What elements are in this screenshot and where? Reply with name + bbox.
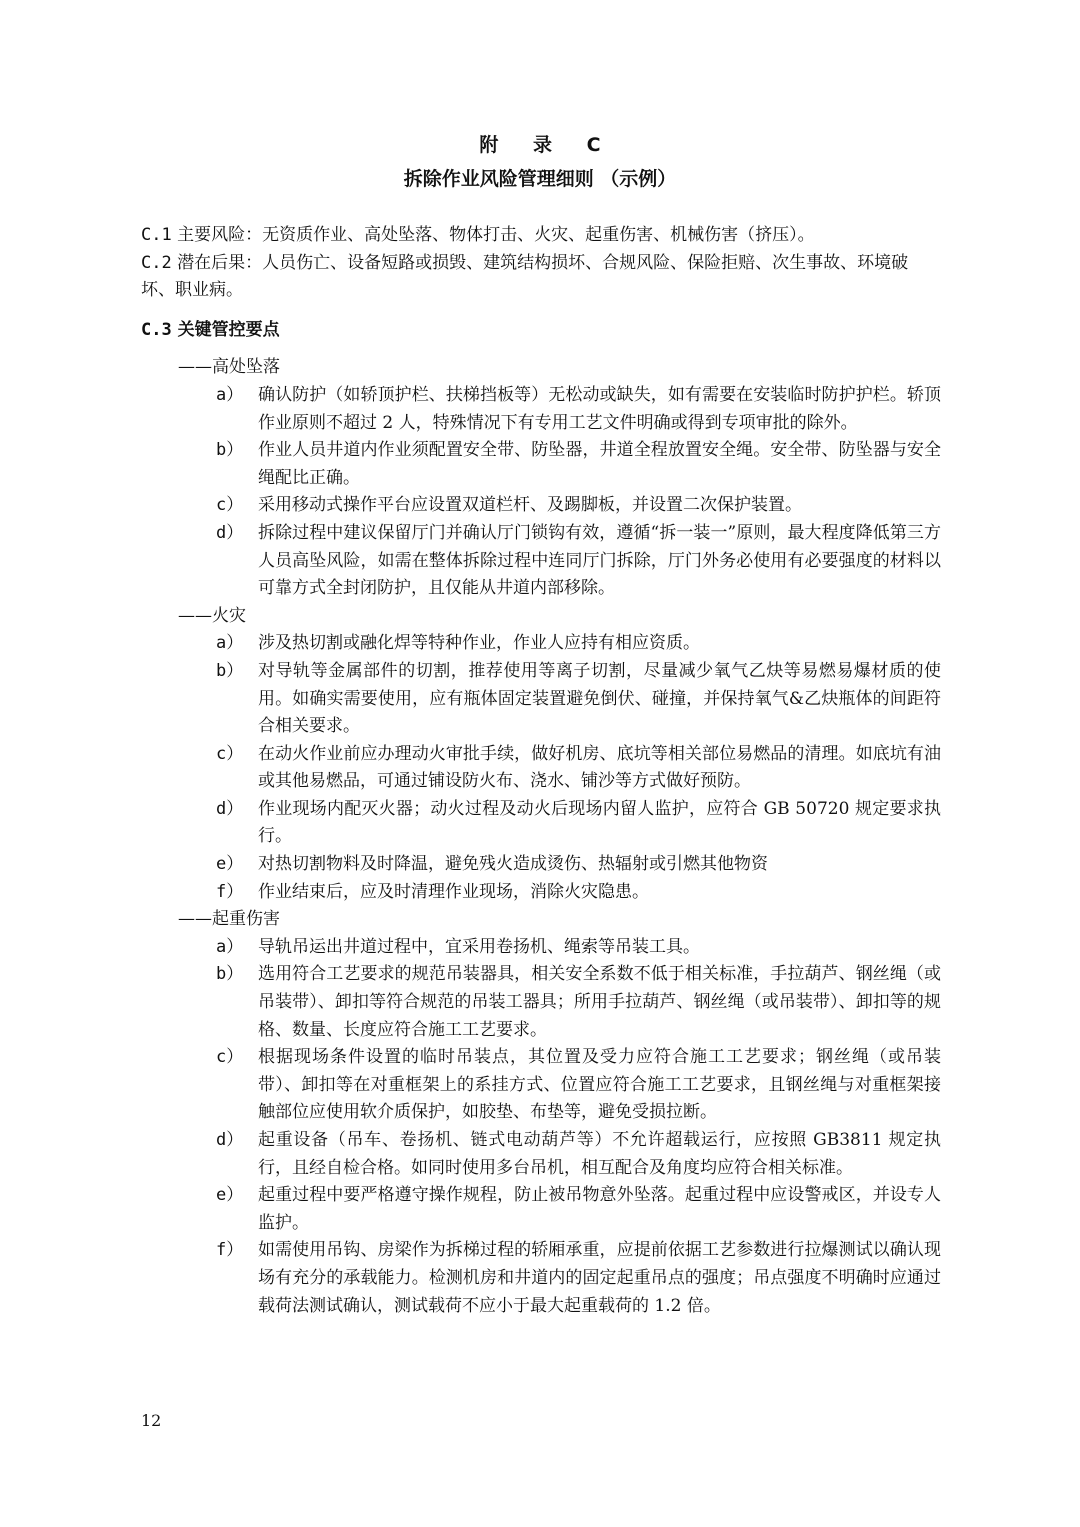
list-item (216, 382, 941, 437)
clause-c3-heading (141, 317, 941, 345)
list-item (216, 520, 941, 603)
item-label: e） (216, 854, 244, 875)
clause-text: 主要风险：无资质作业、高处坠落、物体打击、火灾、起重伤害、机械伤害（挤压）。 (177, 225, 815, 245)
clause-c2 (141, 250, 941, 305)
item-label: a） (216, 633, 244, 654)
list-item (216, 741, 941, 796)
section-title: ——高处坠落 (178, 357, 280, 378)
section-fall-from-height (141, 354, 941, 602)
item-label: b） (216, 440, 244, 461)
item-text: 起重设备（吊车、卷扬机、链式电动葫芦等）不允许超载运行，应按照 GB3811 规定执行，且经自检合格。如同时使用多台吊机，相互配合及角度均应符合相关标准。 (258, 1130, 941, 1178)
item-label: a） (216, 936, 244, 957)
section-fire (141, 603, 941, 907)
item-label: b） (216, 964, 244, 985)
clause-number: C.1 (141, 225, 172, 245)
item-label: d） (216, 798, 244, 819)
item-label: d） (216, 522, 244, 543)
item-label: e） (216, 1185, 244, 1206)
list-item (216, 492, 941, 520)
clause-text: 潜在后果：人员伤亡、设备短路或损毁、建筑结构损坏、合规风险、保险拒赔、次生事故、环境破坏、职业病。 (141, 252, 909, 301)
list-item (216, 630, 941, 658)
list-item (216, 1237, 941, 1320)
item-text: 起重过程中要严格遵守操作规程，防止被吊物意外坠落。起重过程中应设警戒区，并设专人监护。 (258, 1185, 941, 1233)
item-text: 在动火作业前应办理动火审批手续，做好机房、底坑等相关部位易燃品的清理。如底坑有油或其他易燃品，可通过铺设防火布、浇水、铺沙等方式做好预防。 (258, 743, 941, 792)
item-label: c） (216, 495, 244, 516)
item-text: 作业结束后，应及时清理作业现场，消除火灾隐患。 (258, 881, 649, 902)
list-item (216, 934, 941, 962)
clause-text: 关键管控要点 (177, 319, 280, 340)
title-block (0, 128, 1080, 194)
list-item (216, 658, 941, 741)
page-number: 12 (141, 1411, 162, 1430)
item-label: c） (216, 743, 244, 764)
list-item (216, 1182, 941, 1237)
clause-number: C.2 (141, 252, 172, 273)
section-title: ——起重伤害 (178, 909, 280, 930)
item-label: c） (216, 1047, 244, 1068)
clause-number: C.3 (141, 319, 172, 340)
item-text: 根据现场条件设置的临时吊装点，其位置及受力应符合施工工艺要求；钢丝绳（或吊装带）、卸扣等在对重框架上的系挂方式、位置应符合施工工艺要求，且钢丝绳与对重框架接触部位应使用软介质保护，如胶垫、布垫等，避免受损拉断。 (258, 1047, 941, 1123)
appendix-subtitle: 拆除作业风险管理细则 （示例） (403, 168, 677, 190)
item-text: 导轨吊运出井道过程中，宜采用卷扬机、绳索等吊装工具。 (258, 936, 700, 957)
item-text: 确认防护（如轿顶护栏、扶梯挡板等）无松动或缺失，如有需要在安装临时防护护栏。轿顶作业原则不超过 2 人，特殊情况下有专用工艺文件明确或得到专项审批的除外。 (258, 384, 941, 433)
item-text: 如需使用吊钩、房梁作为拆梯过程的轿厢承重，应提前依据工艺参数进行拉爆测试以确认现场有充分的承载能力。检测机房和井道内的固定起重吊点的强度；吊点强度不明确时应通过载荷法测试确认，测试载荷不应小于最大起重载荷的 1.2 倍。 (258, 1240, 941, 1316)
item-text: 作业人员井道内作业须配置安全带、防坠器，井道全程放置安全绳。安全带、防坠器与安全绳配比正确。 (258, 440, 941, 488)
appendix-title: 附 录 C (479, 134, 615, 156)
item-text: 作业现场内配灭火器；动火过程及动火后现场内留人监护，应符合 GB 50720 规定要求执行。 (258, 798, 941, 847)
section-title: ——火灾 (178, 605, 246, 626)
item-text: 拆除过程中建议保留厅门并确认厅门锁钩有效，遵循“拆一装一”原则，最大程度降低第三方人员高坠风险，如需在整体拆除过程中连同厅门拆除，厅门外务必使用有必要强度的材料以可靠方式全封闭防护，且仅能从井道内部移除。 (258, 522, 941, 599)
item-label: b） (216, 660, 244, 681)
item-label: f） (216, 1240, 244, 1261)
clause-c1 (141, 222, 941, 250)
list-item (216, 796, 941, 851)
list-item (216, 961, 941, 1044)
item-text: 对热切割物料及时降温，避免残火造成烫伤、热辐射或引燃其他物资 (258, 854, 768, 875)
item-label: f） (216, 881, 244, 902)
list-item (216, 851, 941, 879)
item-label: a） (216, 384, 244, 405)
section-lifting-injury (141, 906, 941, 1320)
list-item (216, 1127, 941, 1182)
item-label: d） (216, 1130, 244, 1150)
item-text: 涉及热切割或融化焊等特种作业，作业人应持有相应资质。 (258, 633, 700, 654)
item-text: 选用符合工艺要求的规范吊装器具，相关安全系数不低于相关标准，手拉葫芦、钢丝绳（或吊装带）、卸扣等符合规范的吊装工器具；所用手拉葫芦、钢丝绳（或吊装带）、卸扣等的规格、数量、长度应符合施工工艺要求。 (258, 964, 941, 1040)
list-item (216, 1044, 941, 1127)
document-body (141, 222, 941, 1320)
list-item (216, 437, 941, 492)
list-item (216, 879, 941, 907)
item-text: 对导轨等金属部件的切割，推荐使用等离子切割，尽量减少氧气乙炔等易燃易爆材质的使用。如确实需要使用，应有瓶体固定装置避免倒伏、碰撞，并保持氧气&乙炔瓶体的间距符合相关要求。 (258, 660, 941, 737)
item-text: 采用移动式操作平台应设置双道栏杆、及踢脚板，并设置二次保护装置。 (258, 495, 802, 516)
